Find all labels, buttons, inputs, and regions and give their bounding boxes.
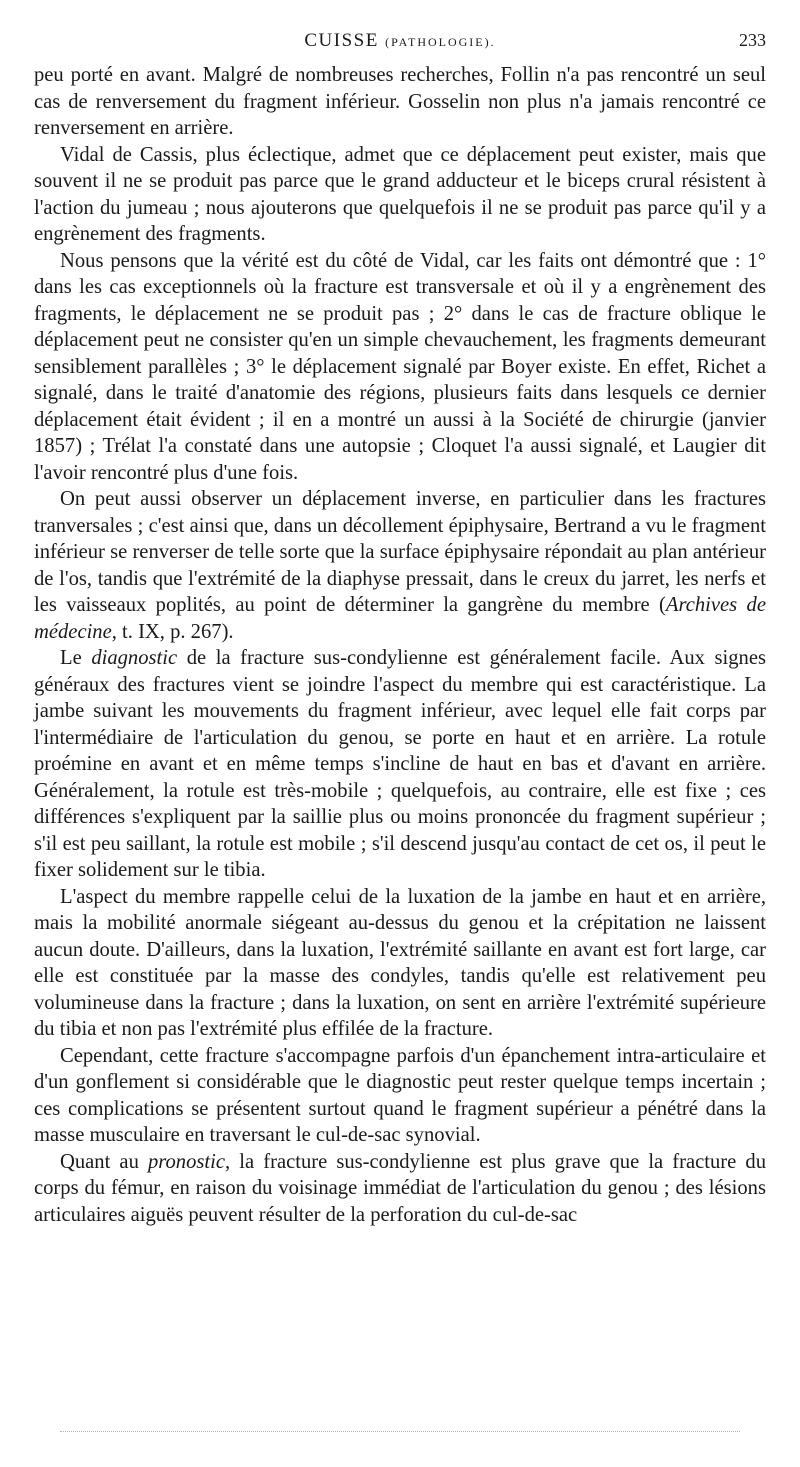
text-run: On peut aussi observer un déplacement inverse, en particulier dans les fractures tranversales ; c'est ainsi que, dans un décollement épiphysaire, Bertrand a vu le fragment inférieur se renverser de telle sorte que la surface épiphysaire répondait au plan antérieur de l'os, tandis que l'extrémité de la diaphyse pressait, dans le creux du jarret, les nerfs et les vaisseaux poplités, au point de déterminer la gangrène du membre ( — [34, 488, 766, 616]
paragraph-epanchement: Cependant, cette fracture s'accompagne parfois d'un épanchement intra-articulaire et d'un gonflement si considérable que le diagnostic peut rester quelque temps incertain ; ces complications se présentent surtout quand le fragment supérieur a pénétré dans la masse musculaire en traversant le cul-de-sac synovial. — [34, 1044, 766, 1146]
running-title — [34, 30, 766, 52]
page-body — [34, 62, 766, 1228]
paragraph-diagnostic — [34, 645, 766, 884]
text-run: Quant au — [60, 1150, 148, 1173]
text-run: , la fracture sus-condylienne est plus grave que la fracture du corps du fémur, en raison du voisinage immédiat de l'articulation du genou ; des lésions articulaires aiguës peuvent résulter de la perforation du cul-de-sac — [34, 1150, 767, 1226]
paragraph-continuation: peu porté en avant. Malgré de nombreuses recherches, Follin n'a pas rencontré un seul cas de renversement du fragment inférieur. Gosselin non plus n'a jamais rencontré ce renversement en arrière. — [34, 64, 766, 139]
chapter-title: CUISSE — [304, 30, 379, 51]
paragraph-pronostic — [34, 1149, 766, 1229]
paragraph-deplacement-inverse — [34, 486, 766, 645]
paragraph-aspect-membre: L'aspect du membre rappelle celui de la luxation de la jambe en haut et en arrière, mais la mobilité anormale siégeant au-dessus du genou et la crépitation ne laissent aucun doute. D'ailleurs, dans la luxation, l'extrémité saillante en avant est fort large, car elle est constituée par la masse des condyles, tandis qu'elle est relativement peu volumineuse dans la fracture ; dans la luxation, on sent en arrière l'extrémité supérieure du tibia et non pas l'extrémité plus effilée de la fracture. — [34, 885, 766, 1040]
running-header — [34, 28, 766, 58]
text-run: Le — [60, 647, 92, 669]
italic-term: pronostic — [147, 1150, 226, 1173]
chapter-subtitle: (PATHOLOGIE). — [385, 35, 496, 49]
paragraph-verite: Nous pensons que la vérité est du côté de Vidal, car les faits ont démontré que : 1° dans les cas exceptionnels où la fracture est transversale et où il y a engrènement des fragments, le déplacement ne se produit pas ; 2° dans le cas de fracture oblique le déplacement peut ne consister qu'en un simple chevauchement, les fragments demeurant sensiblement parallèles ; 3° le déplacement signalé par Boyer existe. En effet, Richet a signalé, dans le traité d'anatomie des régions, plusieurs faits dans lesquels ce dernier déplacement était évident ; il en a montré un aussi à la Société de chirurgie (janvier 1857) ; Trélat l'a constaté dans une autopsie ; Cloquet l'a aussi signalé, et Laugier dit l'avoir rencontré plus d'une fois. — [34, 249, 766, 484]
paragraph-vidal: Vidal de Cassis, plus éclectique, admet que ce déplacement peut exister, mais que souvent il ne se produit pas parce que le grand adducteur et le biceps crural résistent à l'action du jumeau ; nous ajouterons que quelquefois il ne se produit pas parce qu'il y a engrènement des fragments. — [34, 143, 766, 245]
italic-citation: Archives de médecine — [34, 594, 766, 643]
text-run: , t. IX, p. 267). — [111, 620, 234, 643]
italic-term: diagnostic — [91, 647, 178, 669]
footer-rule — [60, 1431, 740, 1432]
text-run: de la fracture sus-condylienne est généralement facile. Aux signes généraux des fractures vient se joindre l'aspect du membre qui est caractéristique. La jambe suivant les mouvements du fragment inférieur, avec lequel elle fait corps par l'intermédiaire de l'articulation du genou, se porte en haut et en arrière. La rotule proémine en avant et en même temps s'incline de haut en bas et d'avant en arrière. Généralement, la rotule est très-mobile ; quelquefois, au contraire, elle est fixe ; ces différences s'expliquent par la saillie plus ou moins prononcée du fragment supérieur ; s'il est peu saillant, la rotule est mobile ; s'il descend jusqu'au contact de cet os, il peut le fixer solidement sur le tibia. — [34, 647, 767, 881]
page-number: 233 — [739, 30, 766, 50]
